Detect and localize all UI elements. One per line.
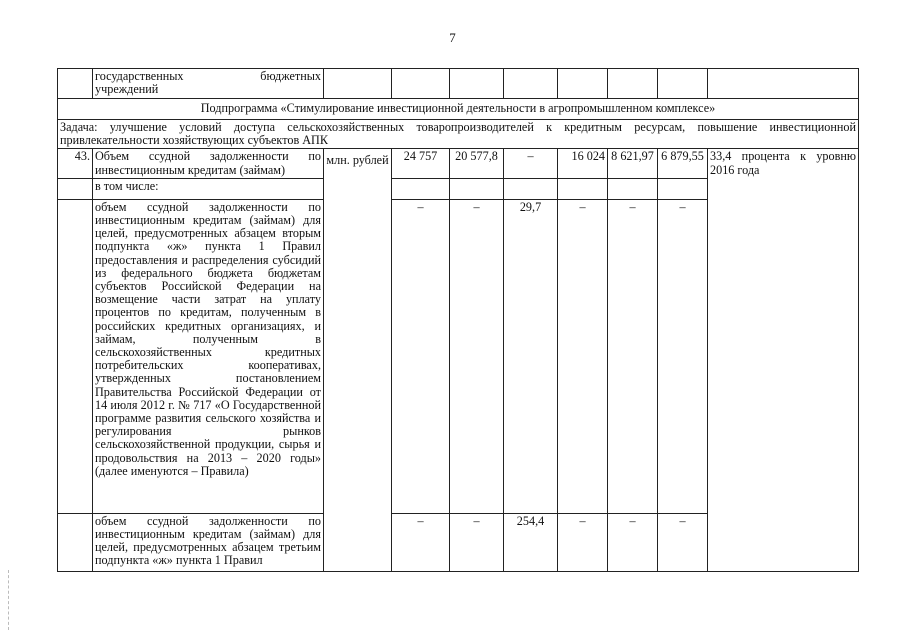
value-cell: – [558,199,608,513]
subprogram-title: Подпрограмма «Стимулирование инвестиционной деятельности в агропромышленном комплексе» [58,99,859,120]
value-cell: – [392,199,450,513]
value-cell: – [504,149,558,178]
scan-edge-mark [8,570,10,630]
indicator-name-line: учреждений [95,82,159,97]
value-cell: 29,7 [504,199,558,513]
subitem-text: объем ссудной задолженности по инвестиционным кредитам (займам) для целей, предусмотренных абзацем третьим подпункта «ж» пункта 1 Правил [93,513,324,571]
value-cell: – [608,199,658,513]
unit-cell: млн. рублей [324,149,392,571]
value-cell: – [608,513,658,571]
item-name: Объем ссудной задолженности по инвестиционным кредитам (займам) [93,149,324,178]
indicators-table [57,68,859,572]
indicator-name-line: государственных бюджетных [95,69,321,83]
page-number: 7 [449,30,456,45]
value-cell: – [392,513,450,571]
value-cell: 8 621,97 [608,149,658,178]
value-cell: – [658,513,708,571]
value-cell: 24 757 [392,149,450,178]
cell-number [58,69,93,99]
subitem-text: объем ссудной задолженности по инвестиционным кредитам (займам) для целей, предусмотренных абзацем вторым подпункта «ж» пункта 1 Правил предоставления и распределения субсидий из федерального бюджета бюджетам субъектов Российской Федерации на возмещение части затрат на уплату процентов по кредитам, полученным в российских кредитных организациях, и займам, полученным в сельскохозяйственных кредитных потребительских кооперативах, утвержденных постановлением Правительства Российской Федерации от 14 июля 2012 г. № 717 «О Государственной программе развития сельского хозяйства и регулирования рынков сельскохозяйственной продукции, сырья и продовольствия на 2013 – 2020 годы» (далее именуются – Правила) [93,199,324,513]
value-cell: – [450,513,504,571]
value-cell: 6 879,55 [658,149,708,178]
value-cell: 16 024 [558,149,608,178]
table-row-task [58,120,859,149]
value-cell: 20 577,8 [450,149,504,178]
target-cell: 33,4 процента к уровню 2016 года [708,149,859,571]
value-cell: – [658,199,708,513]
value-cell: – [450,199,504,513]
task-text: Задача: улучшение условий доступа сельскохозяйственных товаропроизводителей к кредитным ресурсам, повышение инвестиционной привлекательности хозяйствующих субъектов АПК [58,120,859,149]
value-cell: 254,4 [504,513,558,571]
table-row-subprogram [58,99,859,120]
table-row-item-43 [58,149,859,178]
cell-indicator-name [93,69,324,99]
item-number: 43. [58,149,93,178]
value-cell: – [558,513,608,571]
including-label: в том числе: [93,178,324,199]
table-row-prev-indicator [58,69,859,99]
